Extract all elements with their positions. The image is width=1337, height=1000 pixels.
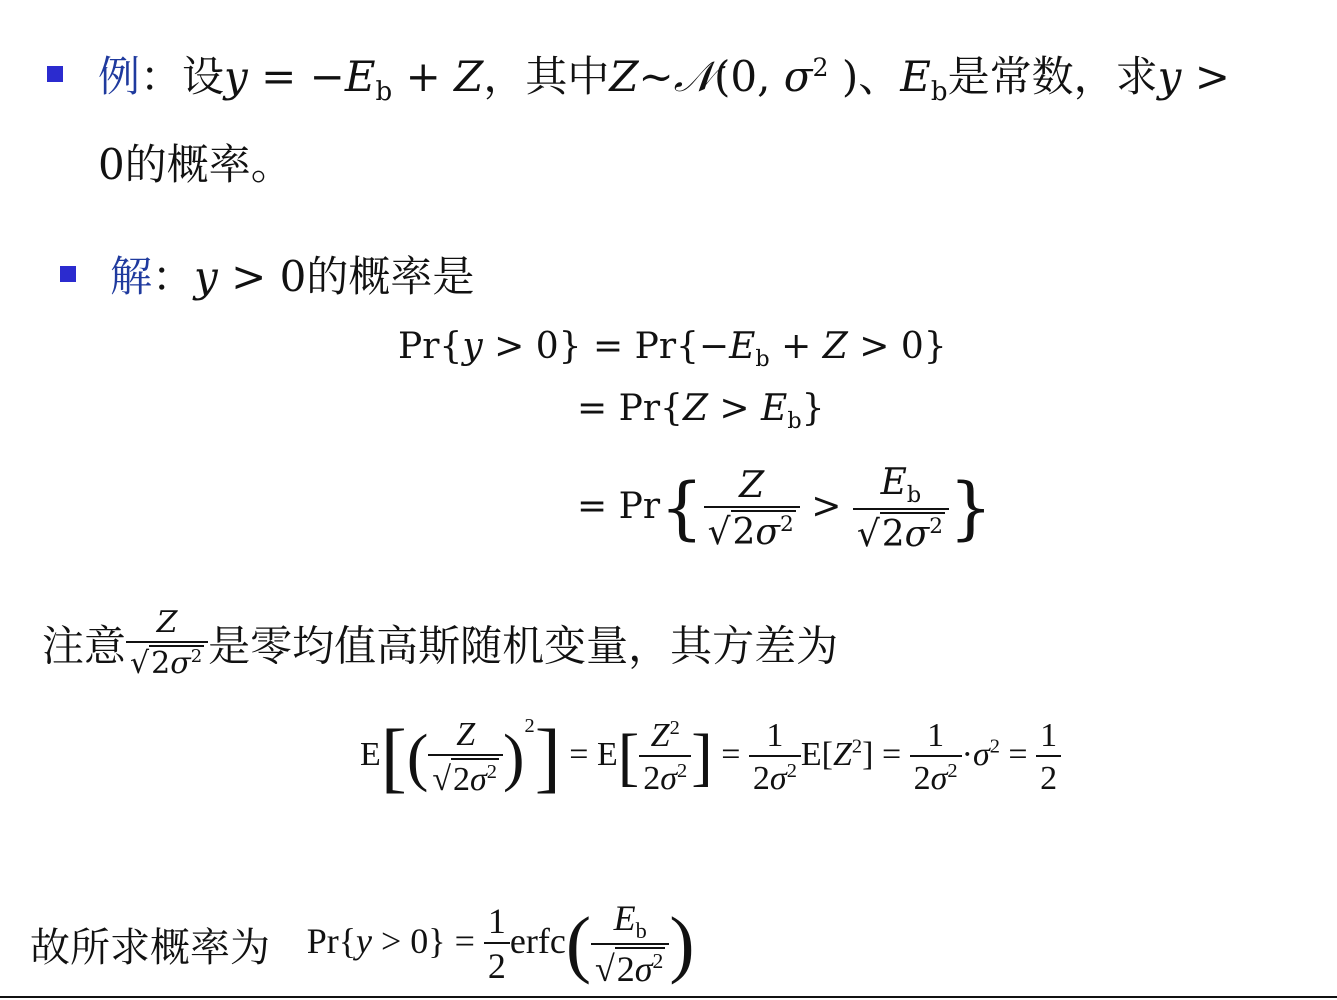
bullet-solution bbox=[60, 266, 76, 282]
bullet-example bbox=[47, 66, 63, 82]
example-label: 例 bbox=[98, 52, 141, 101]
example-text-d: 是常数，求 bbox=[947, 52, 1158, 101]
example-colon: ： bbox=[140, 52, 183, 101]
conclusion-prefix: 故所求概率为 bbox=[30, 924, 270, 971]
example-text-a: 设 bbox=[182, 52, 225, 101]
derivation-step-1: $Pr\{y > 0\} = Pr\{-E_b + Z > 0\}$ bbox=[398, 326, 947, 372]
solution-label: 解 bbox=[110, 252, 153, 301]
example-text-c: 、 bbox=[858, 52, 901, 101]
note-line: 注意 Z √ $2\sigma^2$ 是零均值高斯随机变量，其方差为 bbox=[42, 605, 839, 681]
bottom-rule bbox=[0, 996, 1337, 998]
conclusion-line bbox=[30, 898, 695, 991]
note-suffix: 是零均值高斯随机变量，其方差为 bbox=[208, 621, 839, 671]
example-line-2: 0的概率。 bbox=[98, 140, 293, 189]
example-line2-text: 的概率。 bbox=[124, 140, 293, 189]
derivation-step-3: = Pr{ Z √ $2\sigma^2$ > $E_b$ √ $2\sigma^2$ } bbox=[577, 462, 993, 556]
example-text-b: ，其中 bbox=[483, 52, 610, 101]
derivation-step-2: = $Pr\{Z > E_b\}$ bbox=[577, 388, 825, 434]
note-prefix: 注意 bbox=[42, 621, 127, 671]
solution-line: 解：y > 0的概率是 bbox=[110, 252, 475, 301]
solution-colon: ： bbox=[152, 252, 195, 301]
conclusion-formula: Pr{y > 0} = $\frac{1}{2}$ erfc( $E_b$ √ $2\sigma^2$ ) bbox=[306, 898, 695, 990]
variance-equation: E[( Z √ $2\sigma^2$ )$^2$] = E[ $\frac{Z^2}{2\sigma^2}$ ] = $\frac{1}{2\sigma^2}$ $E[Z^2]$ = $\frac{1}{2\sigma^2}$ $\cdot\sigma^2$ = $\frac{1}{2}$ bbox=[360, 712, 1061, 802]
solution-text: 的概率是 bbox=[306, 252, 475, 301]
eq-y-def: y bbox=[224, 52, 248, 101]
example-line-1: 例：设$y = -E_b + Z$，其中Z∼𝒩(0, $\sigma^2$ )、$E_b$是常数，求y > bbox=[98, 52, 1230, 108]
